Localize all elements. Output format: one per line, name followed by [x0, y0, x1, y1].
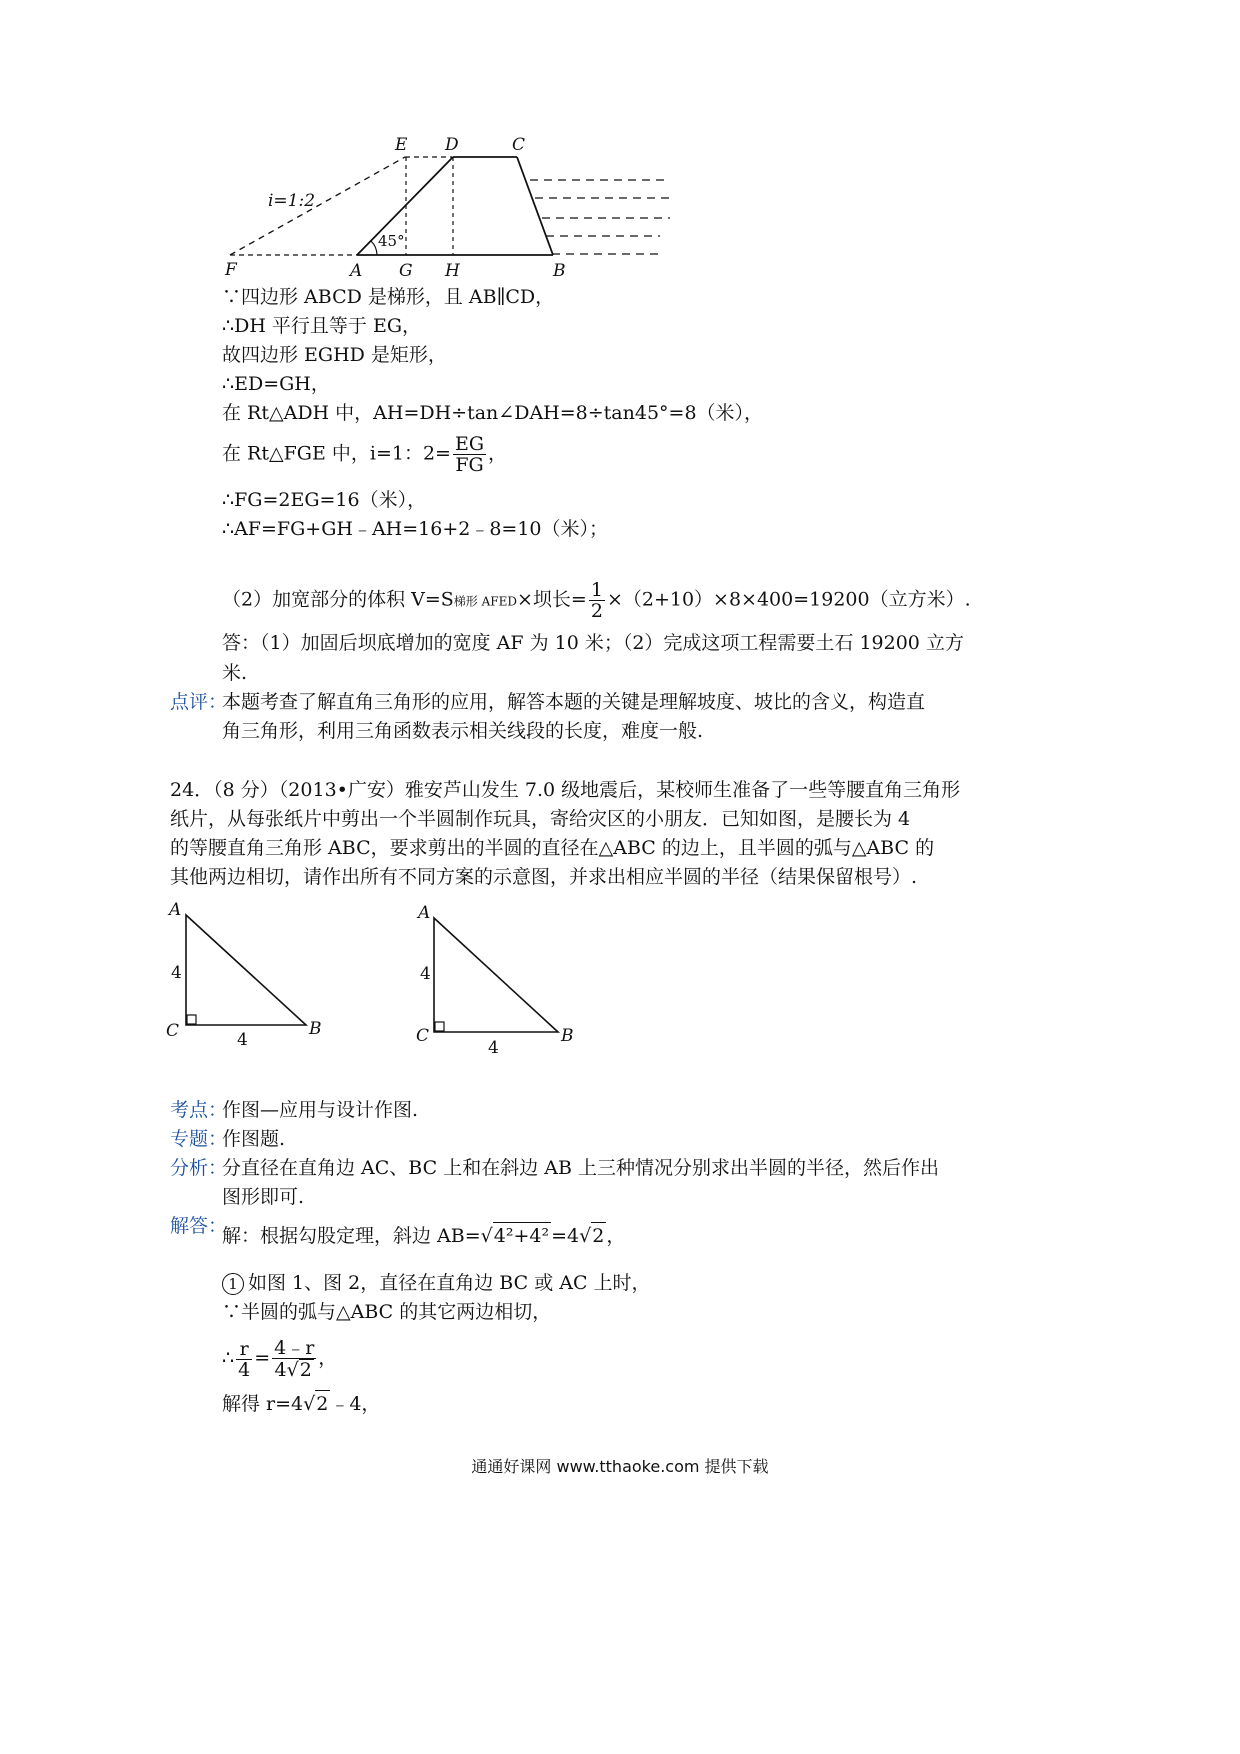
sol-line-4: ∴ED=GH，: [222, 373, 330, 395]
sol-line-6: 在 Rt△FGE 中，i=1：2= $\frac{EG}{FG}$ ，: [222, 433, 508, 476]
label-F: F: [225, 260, 237, 280]
fenxi-line-1: 分直径在直角边 AC、BC 上和在斜边 AB 上三种情况分别求出半圆的半径，然后作出: [222, 1157, 939, 1179]
jieda-line-5: 解得 r=4√2 ﹣4，: [222, 1390, 380, 1417]
problem24-line-1: 24．（8 分）（2013•广安）雅安芦山发生 7.0 级地震后，某校师生准备了一些等腰直角三角形: [170, 779, 961, 801]
side-CB: [517, 157, 553, 255]
sol-line-1: ∵四边形 ABCD 是梯形，且 AB∥CD，: [222, 286, 555, 308]
sol-line-7: ∴FG=2EG=16（米），: [222, 489, 427, 511]
label-B: B: [553, 261, 566, 281]
answer-line-1: 答：（1）加固后坝底增加的宽度 AF 为 10 米；（2）完成这项工程需要土石 19200 立方: [222, 632, 964, 654]
sol-line-2: ∴DH 平行且等于 EG，: [222, 315, 422, 337]
tri2-A: A: [418, 903, 431, 923]
triangle-figure-2: [410, 900, 590, 1060]
problem24-line-2: 纸片，从每张纸片中剪出一个半圆制作玩具，寄给灾区的小朋友．已知如图，是腰长为 4: [170, 808, 911, 830]
kaodian-label: 考点：: [170, 1099, 228, 1121]
tri2-leg-v: 4: [420, 964, 431, 984]
dam-figure: [225, 130, 690, 281]
comment-label: 点评：: [170, 691, 228, 713]
comment-line-1: 本题考查了解直角三角形的应用，解答本题的关键是理解坡度、坡比的含义，构造直: [222, 691, 926, 713]
answer-line-2: 米.: [222, 662, 248, 684]
jieda-line-2: 1 如图 1、图 2，直径在直角边 BC 或 AC 上时，: [222, 1270, 651, 1296]
sol-line-5: 在 Rt△ADH 中，AH=DH÷tan∠DAH=8÷tan45°=8（米），: [222, 402, 764, 424]
tri2-leg-h: 4: [488, 1038, 499, 1058]
tri1-C: C: [166, 1021, 180, 1041]
fenxi-label: 分析：: [170, 1157, 228, 1179]
part2-line: （2）加宽部分的体积 V=S梯形 AFED×坝长= $\frac{1}{2}$ ×（2+10）×8×400=19200（立方米）.: [222, 579, 971, 622]
footer: 通通好课网 www.tthaoke.com 提供下载: [471, 1457, 769, 1476]
tri1-leg-h: 4: [237, 1030, 248, 1050]
jieda-line-1: 解：根据勾股定理，斜边 AB=√4²+4² =4√2 ，: [222, 1222, 625, 1249]
side-AD: [357, 157, 453, 255]
sol-line-3: 故四边形 EGHD 是矩形，: [222, 344, 447, 366]
tri2-C: C: [416, 1026, 430, 1046]
kaodian-text: 作图—应用与设计作图.: [222, 1099, 419, 1121]
jieda-line-4: ∴ $\frac{r}{4}$ = $\frac{4﹣r}{4√2}$ ，: [222, 1337, 338, 1381]
label-G: G: [399, 261, 413, 281]
tri1-leg-v: 4: [171, 963, 182, 983]
problem24-line-4: 其他两边相切，请作出所有不同方案的示意图，并求出相应半圆的半径（结果保留根号）.: [170, 866, 918, 888]
fraction-eg-fg: $\frac{EG}{FG}$: [454, 433, 485, 476]
problem24-line-3: 的等腰直角三角形 ABC，要求剪出的半圆的直径在△ABC 的边上，且半圆的弧与△ABC 的: [170, 837, 935, 859]
label-D: D: [445, 135, 459, 155]
angle-arc: [371, 241, 377, 255]
label-E: E: [395, 135, 408, 155]
slope-label: i=1:2: [268, 191, 316, 211]
fraction-half: $\frac{1}{2}$: [590, 579, 603, 622]
tri1-B: B: [309, 1019, 322, 1039]
label-C: C: [512, 135, 526, 155]
angle-label: 45°: [378, 232, 405, 250]
fraction-r-4: $\frac{r}{4}$: [238, 1337, 251, 1381]
label-A: A: [350, 261, 363, 281]
sol-line-8: ∴AF=FG+GH﹣AH=16+2﹣8=10（米）；: [222, 518, 609, 540]
zhuanti-label: 专题：: [170, 1128, 228, 1150]
triangle-figure-1: [160, 895, 340, 1055]
jieda-label: 解答：: [170, 1215, 228, 1237]
jieda-line-3: ∵半圆的弧与△ABC 的其它两边相切，: [222, 1301, 552, 1323]
label-H: H: [445, 261, 460, 281]
tri2-B: B: [561, 1026, 574, 1046]
circled-number: 1: [222, 1273, 244, 1295]
tri1-A: A: [169, 900, 182, 920]
zhuanti-text: 作图题.: [222, 1128, 286, 1150]
fenxi-line-2: 图形即可.: [222, 1186, 305, 1208]
comment-line-2: 角三角形，利用三角函数表示相关线段的长度，难度一般.: [222, 720, 704, 742]
fraction-4r: $\frac{4﹣r}{4√2}$: [274, 1337, 315, 1381]
